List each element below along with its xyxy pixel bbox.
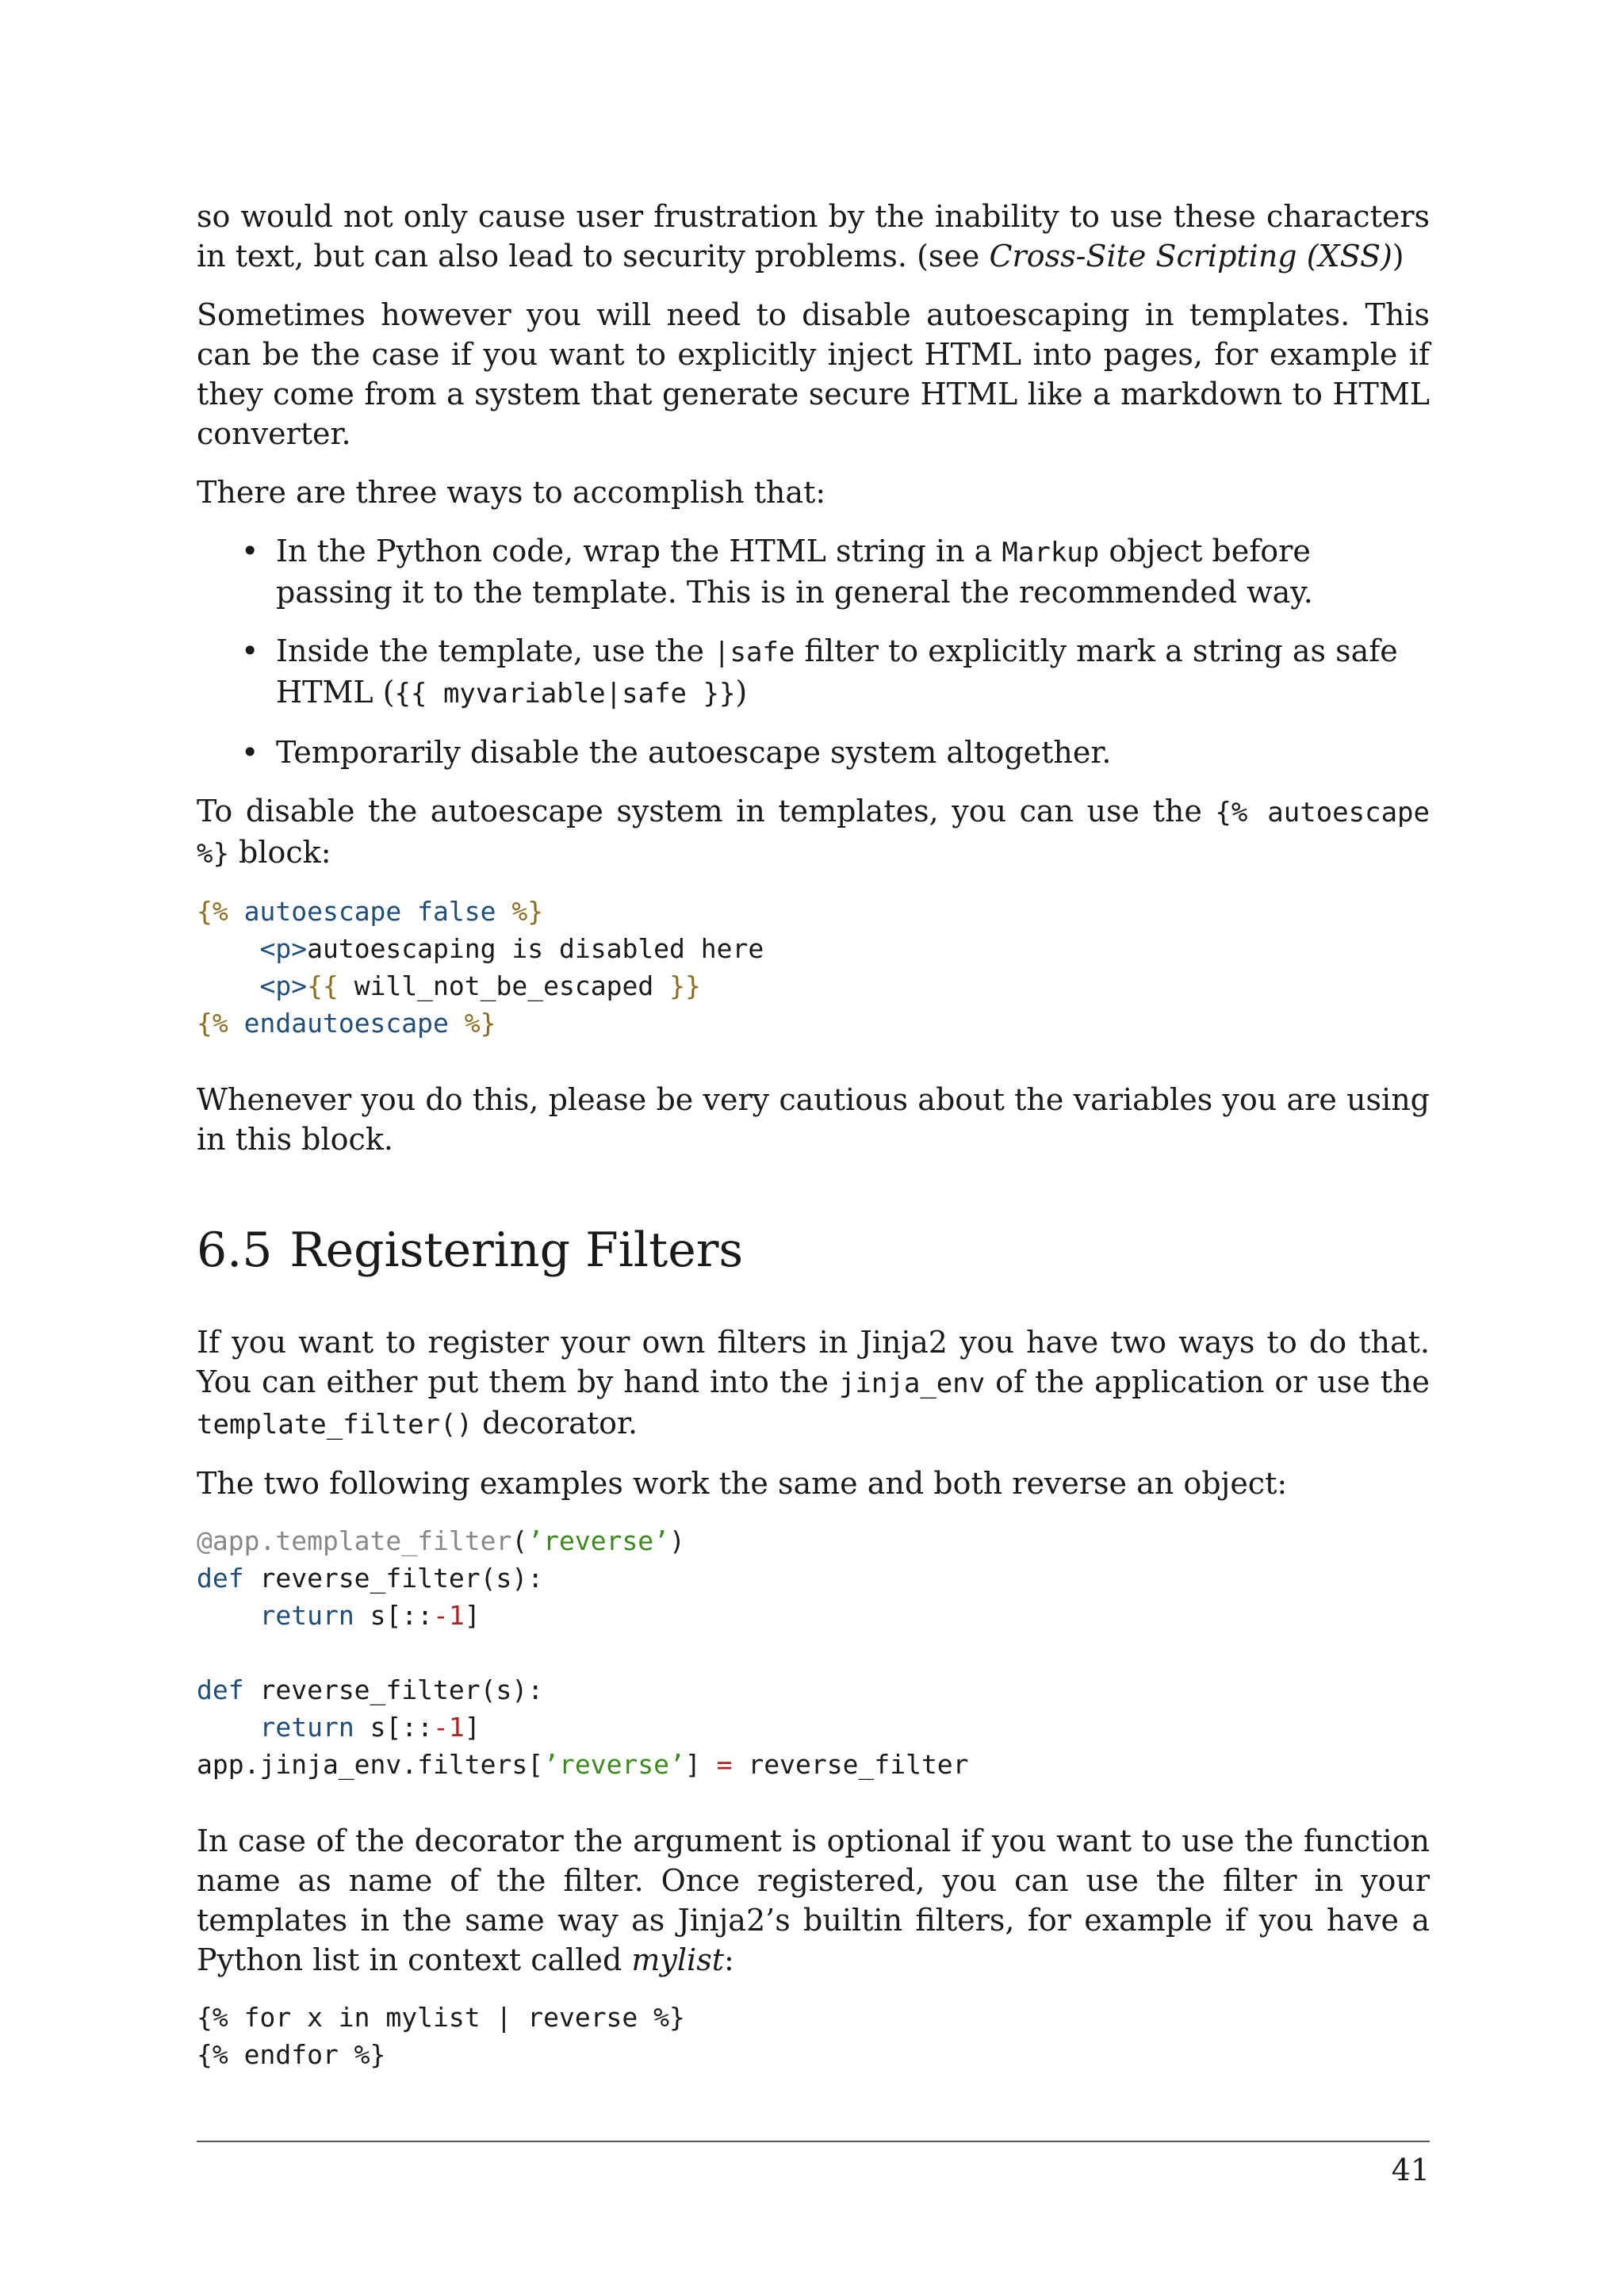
paragraph-text: If you want to register your own filters in Jinja2 you have two ways to do that. You can either put them by hand into the [197, 1325, 1430, 1399]
code-token: def [197, 1674, 244, 1705]
code-token: autoescaping is disabled here [307, 933, 764, 964]
bullet-text: In the Python code, wrap the HTML string in a [276, 534, 1002, 568]
bullet-text: ) [735, 675, 748, 710]
code-token: def [197, 1563, 244, 1594]
paragraph-2: Sometimes however you will need to disable autoescaping in templates. This can be the case if you want to explicitly inject HTML into pages, for example if they come from a system that generate secure HTML like a markdown to HTML converter. [197, 297, 1430, 451]
inline-code: {% autoescape %} [197, 797, 1430, 870]
code-token: %} [464, 1008, 496, 1039]
code-block-filters [197, 1522, 1430, 1783]
code-token: endautoescape [228, 1008, 465, 1039]
section-heading [197, 1223, 1430, 1278]
paragraph-text: decorator. [473, 1406, 638, 1441]
code-token: reverse_filter(s): [243, 1674, 544, 1705]
code-token: <p> [259, 933, 308, 964]
code-token: s[:: [354, 1600, 434, 1631]
code-token: ’reverse’ [543, 1749, 685, 1780]
code-line: {% for x in mylist | reverse %} [197, 2002, 685, 2033]
code-token: ] [684, 1749, 717, 1780]
footer-divider [197, 2141, 1430, 2142]
section-title: Registering Filters [289, 1223, 744, 1278]
paragraph-8 [197, 1821, 1430, 1980]
code-token: autoescape false [228, 896, 512, 927]
paragraph-5: Whenever you do this, please be very cautious about the variables you are using in this block. [197, 1082, 1430, 1157]
bullet-item-safe-filter [241, 631, 1430, 714]
paragraph-7: The two following examples work the same and both reverse an object: [197, 1466, 1288, 1501]
code-token: {{ [307, 970, 339, 1001]
paragraph-text: ) [1392, 239, 1404, 274]
code-token: ] [464, 1600, 481, 1631]
inline-code: Markup [1002, 537, 1100, 568]
paragraph-text: block: [228, 835, 331, 870]
inline-code: |safe [714, 637, 795, 668]
code-token: will_not_be_escaped [338, 970, 670, 1001]
code-token: ( [511, 1525, 528, 1556]
code-token: {% [197, 1008, 228, 1039]
inline-code: {{ myvariable|safe }} [394, 678, 736, 710]
code-token: -1 [433, 1712, 465, 1743]
paragraph-text: so would not only cause user frustration by the inability to use these characters in text, but can also lead to security problems. (see [197, 199, 1430, 274]
bullet-list [197, 531, 1430, 772]
code-token: app.jinja_env.filters[ [197, 1749, 544, 1780]
xss-reference-link[interactable]: Cross-Site Scripting (XSS) [989, 239, 1392, 274]
page-content [197, 197, 1430, 2111]
code-token: -1 [433, 1600, 465, 1631]
code-token: return [259, 1600, 354, 1631]
paragraph-text: In case of the decorator the argument is optional if you want to use the function name as name of the filter. Once registered, you can use the filter in your templates in the same way as Jinja2’s builtin filters, for example if you have a Python list in context called [197, 1823, 1430, 1977]
code-token: @app.template_filter [197, 1525, 512, 1556]
inline-code: jinja_env [838, 1368, 986, 1399]
paragraph-text: To disable the autoescape system in templates, you can use the [197, 794, 1216, 828]
inline-code: template_filter() [197, 1409, 473, 1441]
code-token: %} [511, 896, 544, 927]
bullet-icon: • [241, 633, 259, 668]
bullet-icon: • [241, 735, 259, 770]
code-token: s[:: [354, 1712, 434, 1743]
bullet-text: Temporarily disable the autoescape system altogether. [276, 735, 1112, 770]
bullet-text: object before passing it to the template. This is in general the recommended way. [276, 534, 1313, 610]
code-token: ’reverse’ [527, 1525, 670, 1556]
bullet-item-disable [241, 733, 1430, 772]
page-number: 41 [1391, 2152, 1430, 2187]
paragraph-3: There are three ways to accomplish that: [197, 475, 826, 510]
code-token: }} [669, 970, 701, 1001]
code-token: reverse_filter [732, 1749, 969, 1780]
paragraph-1 [197, 197, 1430, 276]
code-token: return [259, 1712, 354, 1743]
paragraph-6 [197, 1322, 1430, 1445]
code-token: reverse_filter(s): [243, 1563, 544, 1594]
code-token: ] [464, 1712, 481, 1743]
code-token: <p> [259, 970, 308, 1001]
bullet-item-markup [241, 531, 1430, 612]
bullet-icon: • [241, 534, 259, 568]
code-token: ) [669, 1525, 685, 1556]
code-block-autoescape [197, 893, 1430, 1042]
section-number: 6.5 [197, 1223, 273, 1278]
paragraph-text: : [723, 1942, 734, 1977]
bullet-text: Inside the template, use the [276, 633, 714, 668]
code-token: {% [197, 896, 228, 927]
code-token: = [716, 1749, 733, 1780]
emphasis-text: mylist [631, 1942, 724, 1977]
paragraph-text: of the application or use the [985, 1364, 1430, 1399]
paragraph-4 [197, 791, 1430, 874]
bullet-text: filter to explicitly mark a string as safe HTML ( [276, 633, 1398, 710]
code-line: {% endfor %} [197, 2039, 386, 2070]
code-block-template [197, 1999, 1430, 2073]
